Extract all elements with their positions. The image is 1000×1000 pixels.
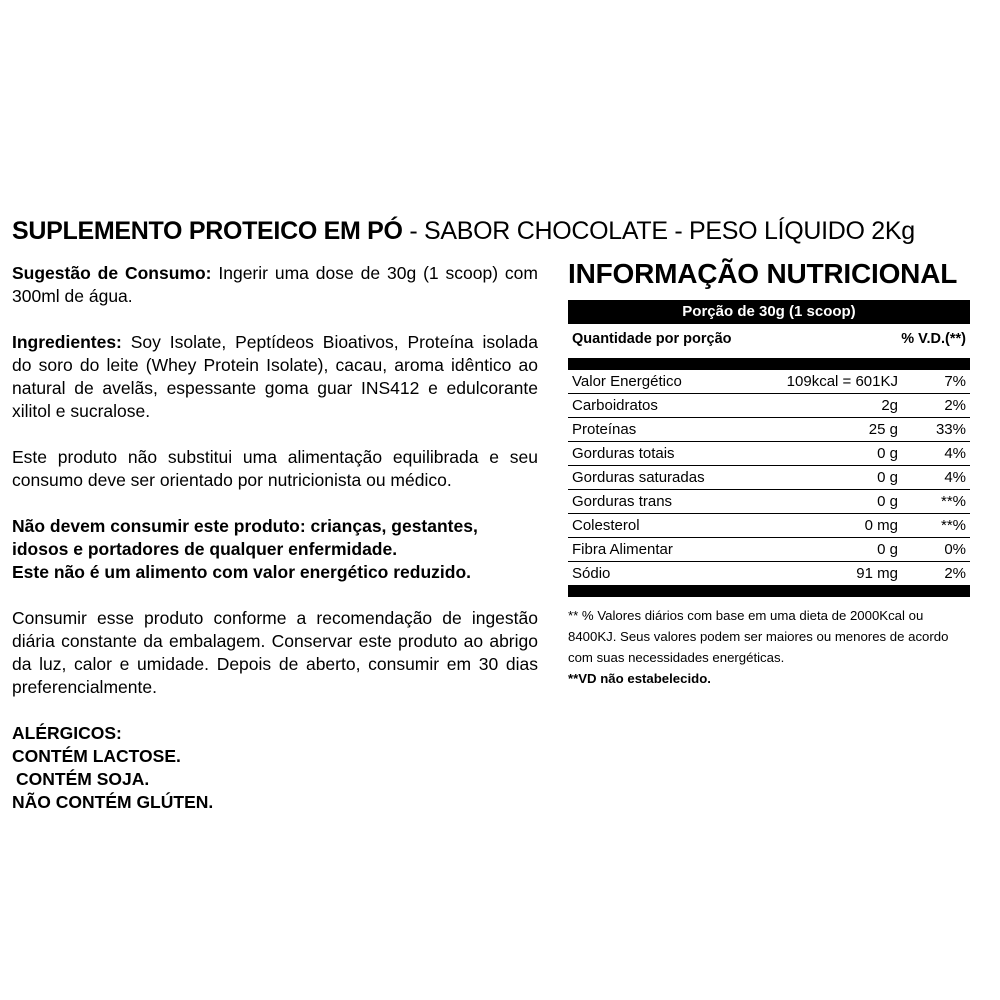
nutrition-row: [568, 490, 970, 514]
left-column: [12, 262, 538, 814]
nutrition-amount-cell: 25 g: [746, 418, 902, 442]
nutrition-panel: [568, 256, 970, 689]
nutrition-vd-cell: 7%: [944, 372, 966, 390]
alergicos-title: ALÉRGICOS:: [12, 723, 122, 743]
nutrition-row: [568, 418, 970, 442]
aviso-paragraph: Este produto não substitui uma alimentação equilibrada e seu consumo deve ser orientado por nutricionista ou médico.: [12, 447, 538, 490]
nutrition-row: [568, 394, 970, 418]
quantity-header: [568, 324, 970, 370]
consumo-label: Sugestão de Consumo:: [12, 263, 212, 283]
product-title: [12, 216, 992, 246]
nutrition-amount-cell: 0 g: [746, 490, 902, 514]
quantity-label: Quantidade por porção: [572, 331, 732, 347]
consumo-text: Ingerir uma dose de 30g (1 scoop) com 300ml de água.: [12, 263, 538, 306]
consumo-paragraph: [12, 262, 538, 308]
product-title-bold: SUPLEMENTO PROTEICO EM PÓ: [12, 217, 403, 245]
nutrition-row: [568, 466, 970, 490]
nutrition-name-cell: Carboidratos: [568, 394, 746, 418]
product-title-rest: - SABOR CHOCOLATE - PESO LÍQUIDO 2Kg: [402, 217, 915, 245]
nutrition-amount-cell: 0 g: [746, 442, 902, 466]
nutrition-vd-cell: 2%: [902, 562, 970, 592]
ingredientes-text: Soy Isolate, Peptídeos Bioativos, Proteína isolada do soro do leite (Whey Protein Isolate), cacau, aroma idêntico ao natural de avelãs, espessante goma guar INS412 e edulcorante xilitol e sucralose.: [12, 332, 538, 421]
nutrition-table: [568, 370, 970, 597]
portion-bar: Porção de 30g (1 scoop): [568, 300, 970, 324]
nutrition-amount-cell: 109kcal = 601KJ: [786, 372, 898, 390]
nutrition-name-cell: Sódio: [568, 562, 746, 592]
nutrition-row: [568, 442, 970, 466]
nutrition-amount-cell: 2g: [746, 394, 902, 418]
nutrition-footnote-block: [568, 605, 970, 689]
nutrition-name-cell: Gorduras totais: [568, 442, 746, 466]
ingredientes-label: Ingredientes:: [12, 332, 122, 352]
soja-line: CONTÉM SOJA.: [16, 769, 150, 789]
nutrition-footnote: ** % Valores diários com base em uma dieta de 2000Kcal ou 8400KJ. Seus valores podem ser maiores ou menores de acordo com suas necessidades energéticas.: [568, 608, 949, 665]
vd-note: **VD não estabelecido.: [568, 671, 711, 686]
nutrition-amount-cell: 0 mg: [746, 514, 902, 538]
vd-label: % V.D.(**): [901, 331, 966, 347]
gluten-line: NÃO CONTÉM GLÚTEN.: [12, 792, 214, 812]
nutrition-row: [568, 538, 970, 562]
nutrition-vd-cell: 2%: [902, 394, 970, 418]
ingredientes-paragraph: [12, 331, 538, 423]
conservar-paragraph: Consumir esse produto conforme a recomendação de ingestão diária constante da embalagem. Conservar este produto ao abrigo da luz, calor e umidade. Depois de aberto, consumir em 30 dias preferencialmente.: [12, 608, 538, 697]
nutrition-row: [568, 370, 970, 394]
nutrition-title: INFORMAÇÃO NUTRICIONAL: [568, 258, 958, 289]
nutrition-amount-cell: 0 g: [746, 466, 902, 490]
nutrition-name-cell: Fibra Alimentar: [568, 538, 746, 562]
nutrition-vd-cell: 0%: [902, 538, 970, 562]
nutrition-name-cell: Colesterol: [568, 514, 746, 538]
nutrition-amount-cell: 0 g: [746, 538, 902, 562]
nao-reduzido-paragraph: Este não é um alimento com valor energético reduzido.: [12, 562, 471, 582]
nutrition-name-cell: Gorduras trans: [568, 490, 746, 514]
nutrition-row: [568, 562, 970, 592]
nutrition-vd-cell: **%: [902, 490, 970, 514]
nutrition-name-cell: Proteínas: [568, 418, 746, 442]
nutrition-row: [568, 514, 970, 538]
nutrition-name-cell: Valor Energético: [572, 372, 682, 390]
nutrition-vd-cell: **%: [902, 514, 970, 538]
nao-consumir-paragraph: Não devem consumir este produto: crianças, gestantes, idosos e portadores de qualquer enfermidade.: [12, 516, 478, 559]
nutrition-vd-cell: 33%: [902, 418, 970, 442]
nutrition-vd-cell: 4%: [902, 466, 970, 490]
lactose-line: CONTÉM LACTOSE.: [12, 746, 181, 766]
nutrition-name-cell: Gorduras saturadas: [568, 466, 746, 490]
nutrition-amount-cell: 91 mg: [746, 562, 902, 592]
nutrition-vd-cell: 4%: [902, 442, 970, 466]
